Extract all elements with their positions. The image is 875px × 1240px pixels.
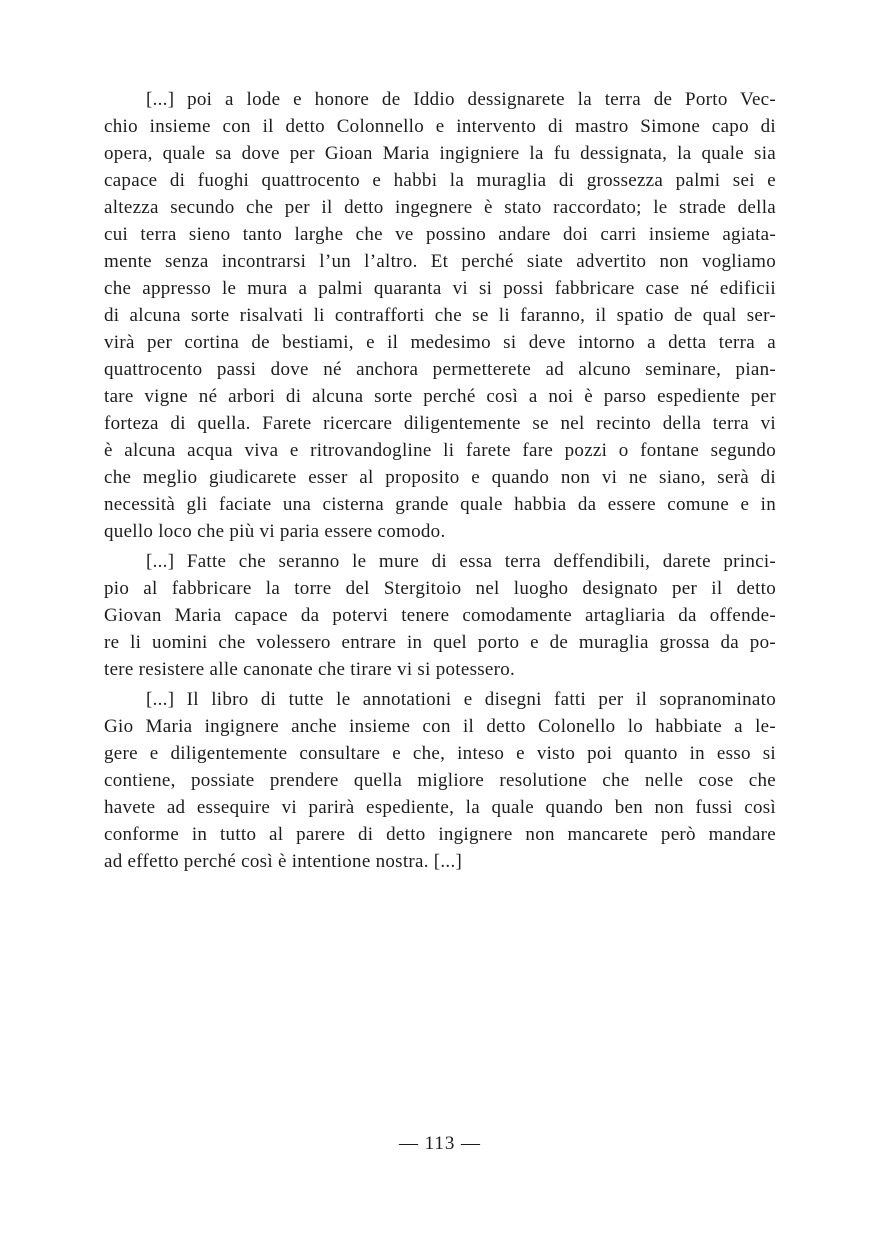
text-line: di alcuna sorte risalvati li contrafforti che se li faranno, il spatio de qual ser- [104,305,776,326]
text-line: forteza di quella. Farete ricercare diligentemente se nel recinto della terra vi [104,413,776,434]
text-line: pio al fabbricare la torre del Stergitoio nel luogho designato per il detto [104,578,776,599]
text-line: gere e diligentemente consultare e che, inteso e visto poi quanto in esso si [104,743,776,764]
text-line: quello loco che più vi paria essere comodo. [104,521,446,542]
text-line: havete ad essequire vi parirà espediente, la quale quando ben non fussi così [104,797,776,818]
text-block [104,86,776,875]
text-line: Gio Maria ingignere anche insieme con il detto Colonello lo habbiate a le- [104,716,776,737]
paragraph [104,548,776,683]
text-line: contiene, possiate prendere quella migliore resolutione che nelle cose che [104,770,776,791]
text-line: ad effetto perché così è intentione nostra. [...] [104,851,463,872]
text-line: quattrocento passi dove né anchora permetterete ad alcuno seminare, pian- [104,359,776,380]
text-line: opera, quale sa dove per Gioan Maria ingigniere la fu dessignata, la quale sia [104,143,776,164]
text-line: Giovan Maria capace da potervi tenere comodamente artagliaria da offende- [104,605,776,626]
text-line: virà per cortina de bestiami, e il medesimo si deve intorno a detta terra a [104,332,776,353]
text-line: è alcuna acqua viva e ritrovandogline li farete fare pozzi o fontane segundo [104,440,776,461]
text-line: che appresso le mura a palmi quaranta vi si possi fabbricare case né edificii [104,278,776,299]
text-line: chio insieme con il detto Colonnello e intervento di mastro Simone capo di [104,116,776,137]
text-line: tare vigne né arbori di alcuna sorte perché così a noi è parso espediente per [104,386,776,407]
text-line: altezza secundo che per il detto ingegnere è stato raccordato; le strade della [104,197,776,218]
text-line: necessità gli faciate una cisterna grande quale habbia da essere comune e in [104,494,776,515]
text-line: mente senza incontrarsi l’un l’altro. Et perché siate advertito non vogliamo [104,251,776,272]
page-number: — 113 — [399,1133,481,1154]
text-line: tere resistere alle canonate che tirare vi si potessero. [104,659,516,680]
paragraph [104,686,776,875]
text-line: capace di fuoghi quattrocento e habbi la muraglia di grossezza palmi sei e [104,170,776,191]
text-line: che meglio giudicarete esser al proposito e quando non vi ne siano, serà di [104,467,776,488]
paragraph [104,86,776,545]
text-line: [...] Fatte che seranno le mure di essa terra deffendibili, darete princi- [146,551,776,572]
text-line: [...] Il libro di tutte le annotationi e disegni fatti per il sopranominato [146,689,776,710]
text-line: re li uomini che volessero entrare in quel porto e de muraglia grossa da po- [104,632,776,653]
text-line: conforme in tutto al parere di detto ingignere non mancarete però mandare [104,824,776,845]
text-line: cui terra sieno tanto larghe che ve possino andare doi carri insieme agiata- [104,224,776,245]
text-line: [...] poi a lode e honore de Iddio dessignarete la terra de Porto Vec- [146,89,776,110]
